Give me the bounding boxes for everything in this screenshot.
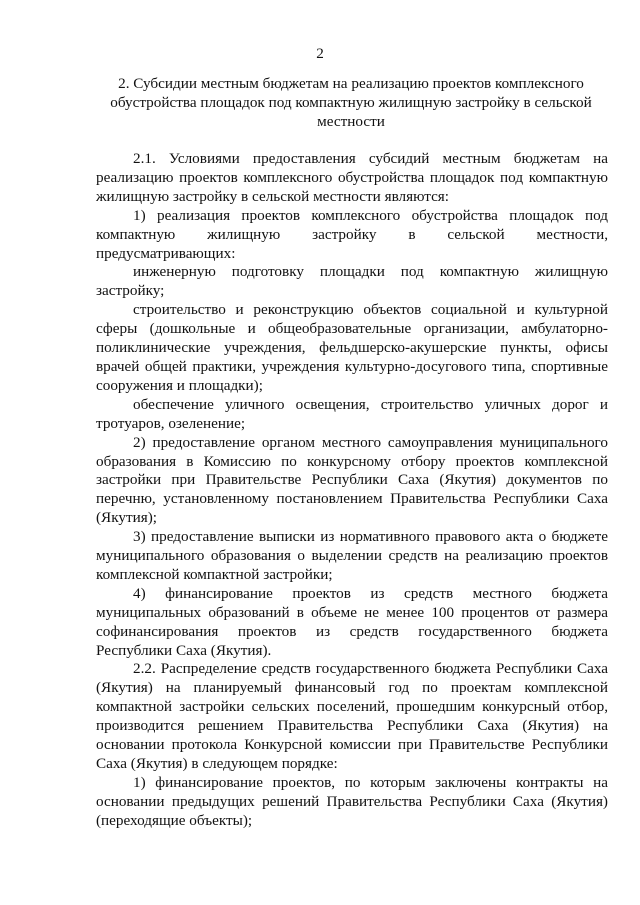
paragraph: 2.1. Условиями предоставления субсидий местным бюджетам на реализацию проектов комплексного обустройства площадок под компактную жилищную застройку в сельской местности являются: [96,150,608,205]
page-number: 2 [316,45,324,62]
paragraph: 3) предоставление выписки из нормативного правового акта о бюджете муниципального образования о выделении средств на реализацию проектов комплексной компактной застройки; [96,528,608,583]
paragraph: обеспечение уличного освещения, строительство уличных дорог и тротуаров, озеленение; [96,395,608,432]
paragraph: 1) финансирование проектов, по которым заключены контракты на основании предыдущих решений Правительства Республики Саха (Якутия) (переходящие объекты); [96,773,608,829]
section-heading: 2. Субсидии местным бюджетам на реализацию проектов комплексного обустройства площадок под компактную жилищную застройку в сельской местности [110,75,592,130]
paragraph: 4) финансирование проектов из средств местного бюджета муниципальных образований в объеме не менее 100 процентов от размера софинансирования проектов из средств государственного бюджета Республики Саха (Якутия). [96,584,608,659]
paragraph: 1) реализация проектов комплексного обустройства площадок под компактную жилищную застройку в сельской местности, предусматривающих: [96,206,608,262]
paragraph: инженерную подготовку площадки под компактную жилищную застройку; [96,263,608,300]
paragraph: 2.2. Распределение средств государственного бюджета Республики Саха (Якутия) на планируемый финансовый год по проектам комплексной компактной застройки сельских поселений, прошедшим конкурсный отбор, производится решением Правительства Республики Саха (Якутия) на основании протокола Конкурсной комиссии при Правительстве Республики Саха (Якутия) в следующем порядке: [96,660,608,772]
paragraph: строительство и реконструкцию объектов социальной и культурной сферы (дошкольные и общеобразовательные организации, амбулаторно-поликлинические учреждения, фельдшерско-акушерские пункты, офисы врачей общей практики, учреждения культурно-досугового типа, спортивные сооружения и площадки); [96,301,608,394]
document-body [96,150,608,831]
paragraph: 2) предоставление органом местного самоуправления муниципального образования в Комиссию по конкурсному отбору проектов комплексной застройки при Правительстве Республики Саха (Якутия) документов по перечню, установленному постановлением Правительства Республики Саха (Якутия); [96,433,608,527]
